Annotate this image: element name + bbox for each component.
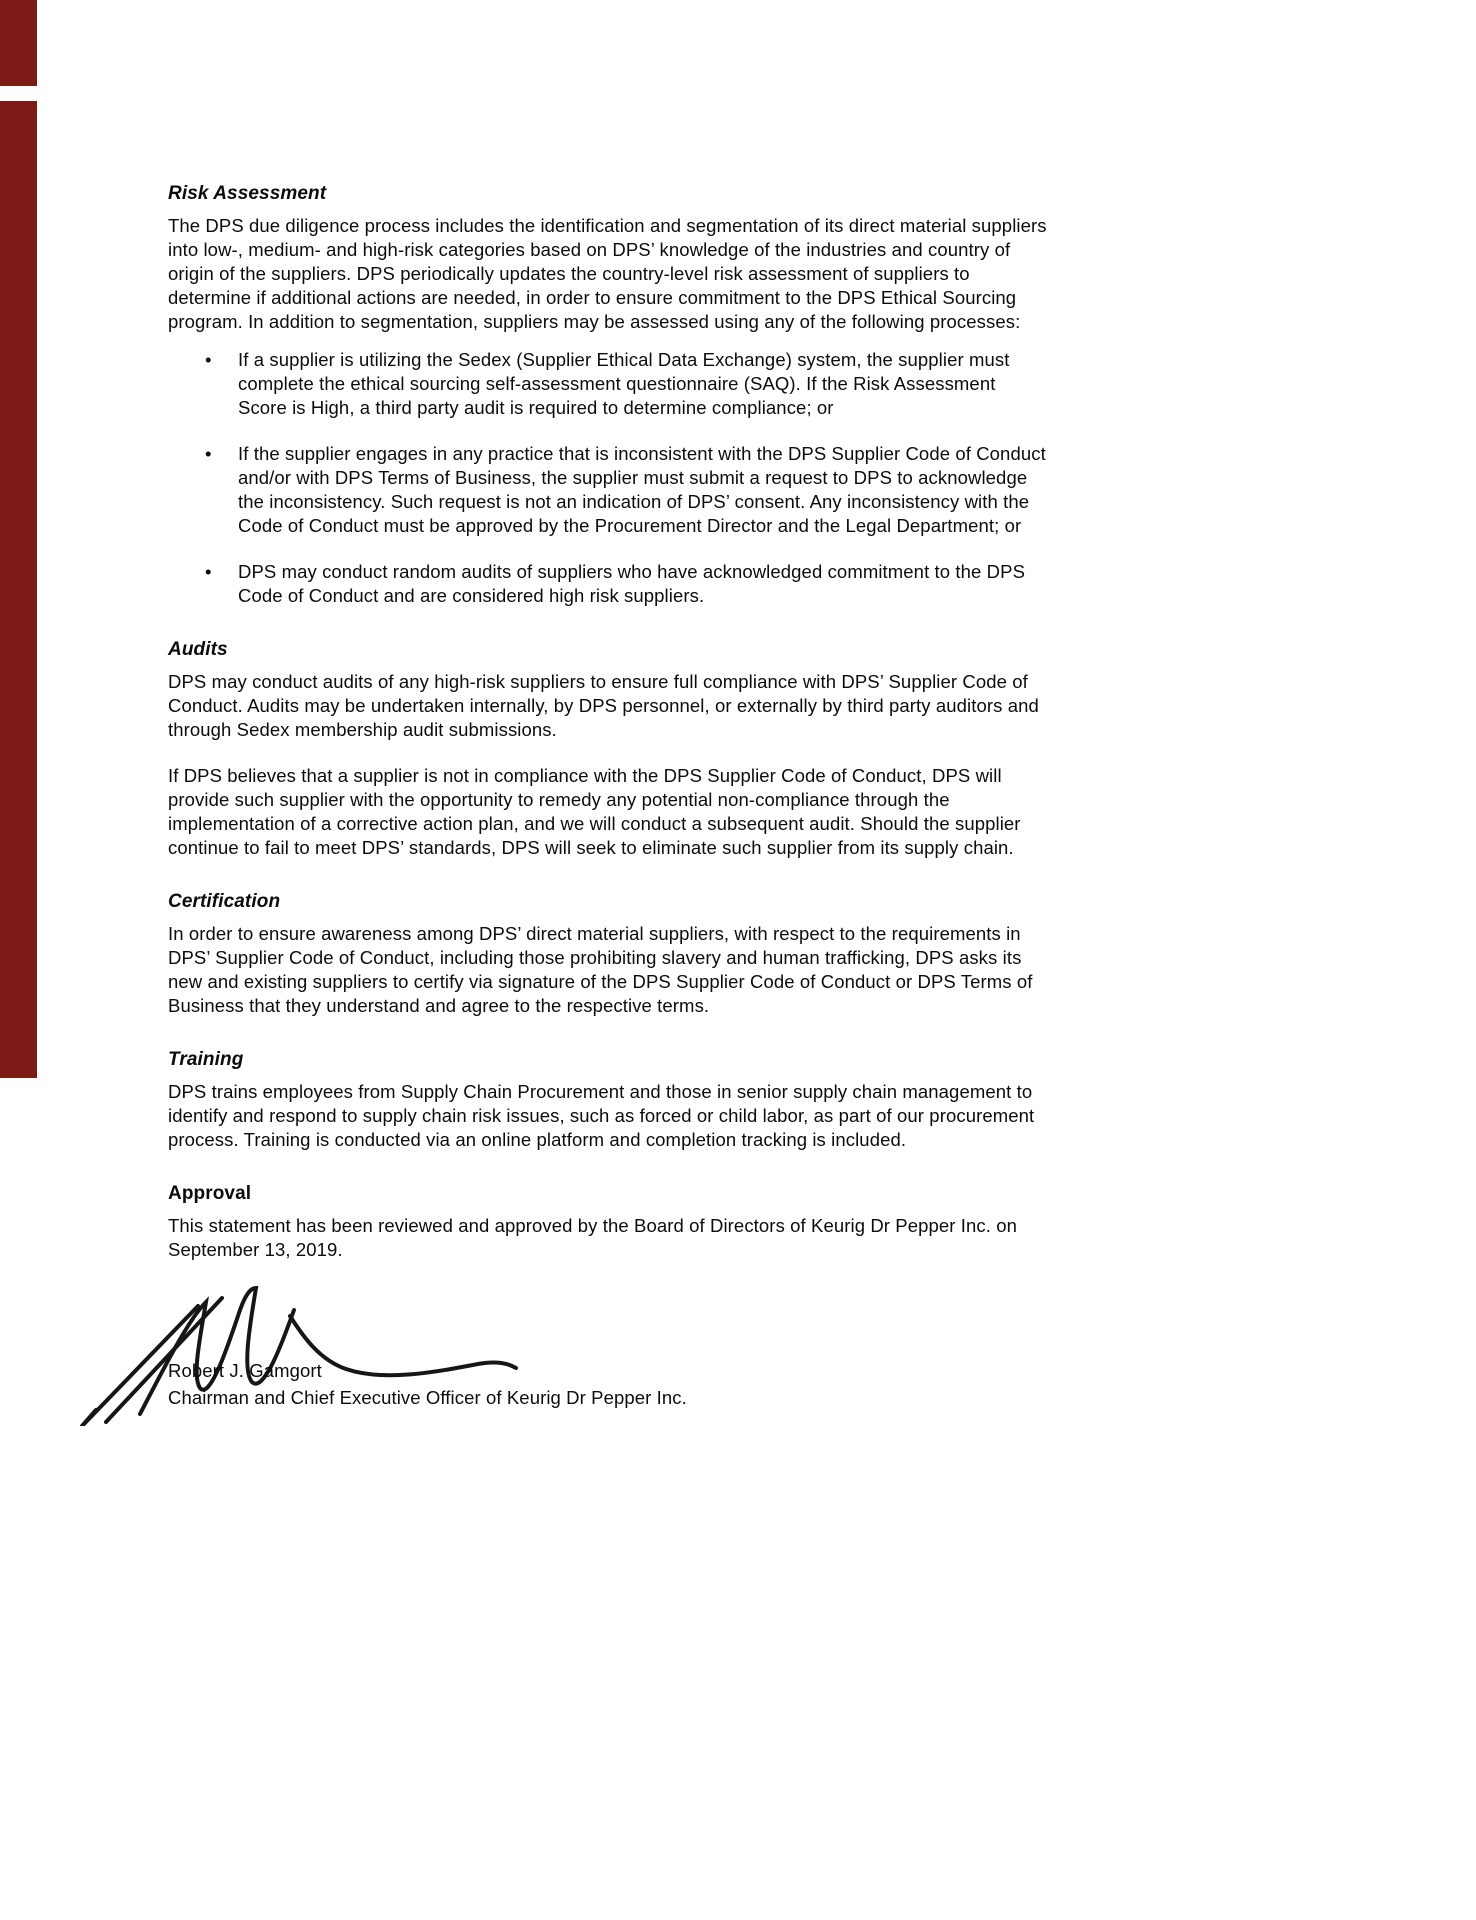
section-heading-risk-assessment: Risk Assessment: [168, 183, 327, 204]
section-heading-approval: Approval: [168, 1183, 252, 1204]
scan-edge-artifact-main: [0, 101, 37, 1078]
audits-paragraph-2: If DPS believes that a supplier is not in compliance with the DPS Supplier Code of Conduct, DPS will provide such supplier with the opportunity to remedy any potential non-compliance through the implementation of a corrective action plan, and we will conduct a subsequent audit. Should the supplier continue to fail to meet DPS’ standards, DPS will seek to eliminate such supplier from its supply chain.: [168, 765, 1021, 858]
risk-assessment-bullet-list: [168, 348, 1053, 608]
signature-block: [168, 1276, 1053, 1466]
certification-paragraph: In order to ensure awareness among DPS’ direct material suppliers, with respect to the requirements in DPS’ Supplier Code of Conduct, including those prohibiting slavery and human trafficking, DPS asks its new and existing suppliers to certify via signature of the DPS Supplier Code of Conduct or DPS Terms of Business that they understand and agree to the respective terms.: [168, 923, 1033, 1016]
approval-paragraph: This statement has been reviewed and approved by the Board of Directors of Keurig Dr Pepper Inc. on September 13, 2019.: [168, 1215, 1018, 1260]
audits-paragraph-1: DPS may conduct audits of any high-risk suppliers to ensure full compliance with DPS’ Supplier Code of Conduct. Audits may be undertaken internally, by DPS personnel, or externally by third party auditors and through Sedex membership audit submissions.: [168, 671, 1039, 740]
section-heading-certification: Certification: [168, 891, 281, 912]
bullet-item-sedex: • If a supplier is utilizing the Sedex (Supplier Ethical Data Exchange) system, the supplier must complete the ethical sourcing self-assessment questionnaire (SAQ). If the Risk Assessment Score is High, a third party audit is required to determine compliance; or: [238, 348, 1048, 420]
training-paragraph: DPS trains employees from Supply Chain Procurement and those in senior supply chain management to identify and respond to supply chain risk issues, such as forced or child labor, as part of our procurement process. Training is conducted via an online platform and completion tracking is included.: [168, 1081, 1035, 1150]
section-heading-training: Training: [168, 1049, 244, 1070]
section-heading-audits: Audits: [168, 639, 228, 660]
bullet-item-random-audits: • DPS may conduct random audits of suppliers who have acknowledged commitment to the DPS Code of Conduct and are considered high risk suppliers.: [238, 560, 1048, 608]
scan-edge-artifact-top: [0, 0, 37, 86]
document-page: [168, 0, 1053, 1466]
signatory-name: Robert J. Gamgort: [168, 1360, 322, 1381]
risk-assessment-paragraph: The DPS due diligence process includes the identification and segmentation of its direct material suppliers into low-, medium- and high-risk categories based on DPS’ knowledge of the industries and country of origin of the suppliers. DPS periodically updates the country-level risk assessment of suppliers to determine if additional actions are needed, in order to ensure commitment to the DPS Ethical Sourcing program. In addition to segmentation, suppliers may be assessed using any of the following processes:: [168, 215, 1047, 332]
signatory-title: Chairman and Chief Executive Officer of Keurig Dr Pepper Inc.: [168, 1387, 687, 1408]
bullet-item-inconsistency: • If the supplier engages in any practice that is inconsistent with the DPS Supplier Code of Conduct and/or with DPS Terms of Business, the supplier must submit a request to DPS to acknowledge the inconsistency. Such request is not an indication of DPS’ consent. Any inconsistency with the Code of Conduct must be approved by the Procurement Director and the Legal Department; or: [238, 442, 1048, 538]
